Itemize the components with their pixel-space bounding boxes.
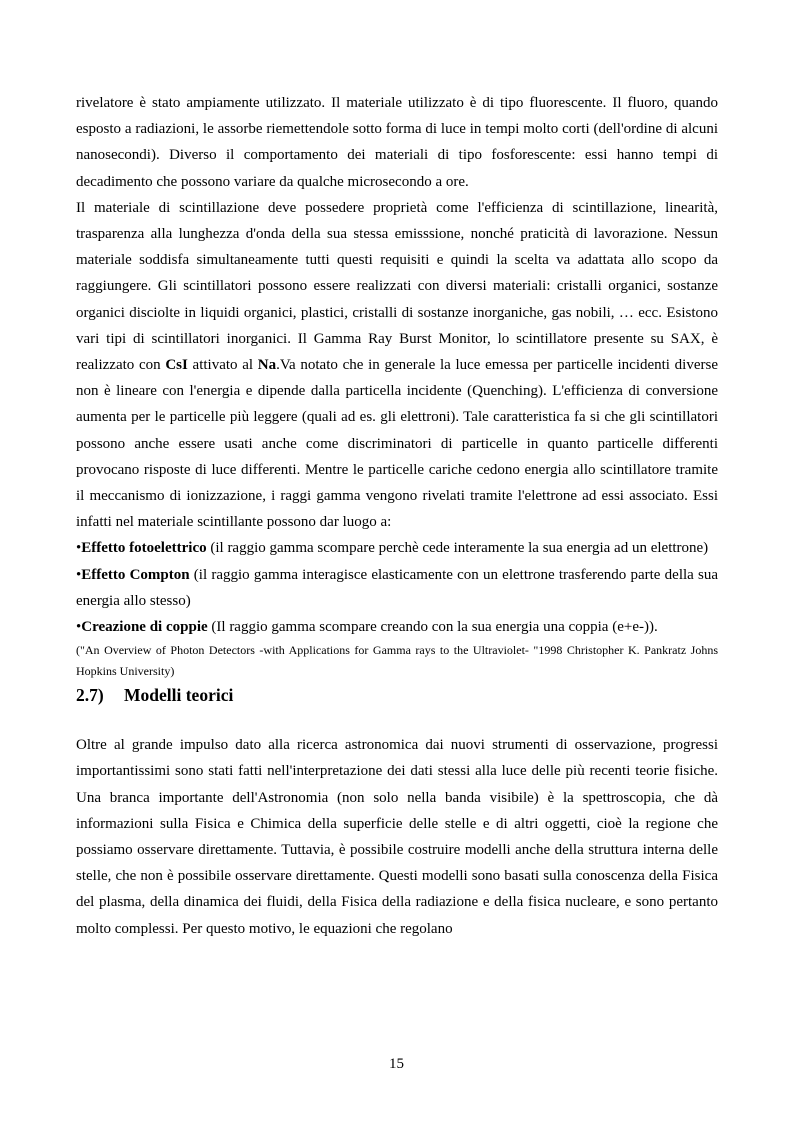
reference-citation: ("An Overview of Photon Detectors -with Applications for Gamma rays to the Ultraviolet- "1998 Christopher K. Pankratz Johns Hopkins University) bbox=[76, 643, 718, 679]
bullet-item-photoelectric bbox=[76, 535, 718, 561]
bullet-term: Effetto Compton bbox=[81, 566, 190, 583]
bullet-term: Creazione di coppie bbox=[81, 619, 208, 636]
paragraph-text: .Va notato che in generale la luce emessa per particelle incidenti diverse non è lineare con l'energia e dipende dalla particella incidente (Quenching). L'efficienza di conversione aumenta per le particelle più leggere (quali ad es. gli elettroni). Tale caratteristica fa si che gli scintillatori possono anche essere usati anche come discriminatori di particelle in quanto particelle differenti provocano risposte di luce differenti. Mentre le particelle cariche cedono energia allo scintillatore tramite il meccanismo di ionizzazione, i raggi gamma vengono rivelati tramite l'elettrone ad essi associato. Essi infatti nel materiale scintillante possono dar luogo a: bbox=[76, 357, 718, 531]
bullet-marker: • bbox=[76, 540, 82, 557]
paragraph-scintillation-material bbox=[76, 195, 718, 536]
bullet-item-pair-creation bbox=[76, 614, 718, 640]
page-content bbox=[76, 90, 718, 942]
section-title: Modelli teorici bbox=[124, 685, 234, 706]
bullet-item-compton bbox=[76, 562, 718, 614]
paragraph-text: attivato al bbox=[187, 357, 258, 374]
paragraph-fluorescence: rivelatore è stato ampiamente utilizzato. Il materiale utilizzato è di tipo fluorescente. Il fluoro, quando esposto a radiazioni, le assorbe riemettendole sotto forma di luce in tempi molto corti (dell'ordine di alcuni nanosecondi). Diverso il comportamento dei materiali di tipo fosforescente: essi hanno tempi di decadimento che possono variare da qualche microsecondo a ore. bbox=[76, 95, 718, 190]
bullet-marker: • bbox=[76, 566, 82, 583]
paragraph-theoretical-models: Oltre al grande impulso dato alla ricerca astronomica dai nuovi strumenti di osservazione, progressi importantissimi sono stati fatti nell'interpretazione dei dati stessi alla luce delle più recenti teorie fisiche. Una branca importante dell'Astronomia (non solo nella banda visibile) è la spettroscopia, che dà informazioni sulla Fisica e Chimica della superficie delle stelle e di altri oggetti, cioè la regione che possiamo osservare direttamente. Tuttavia, è possibile costruire modelli anche della struttura interna delle stelle, che non è possibile osservare direttamente. Questi modelli sono basati sulla conoscenza della Fisica del plasma, della dinamica dei fluidi, della Fisica della radiazione e della fisica nucleare, e sono pertanto molto complessi. Per questo motivo, le equazioni che regolano bbox=[76, 737, 718, 937]
bullet-marker: • bbox=[76, 619, 82, 636]
bullet-text: (il raggio gamma scompare perchè cede interamente la sua energia ad un elettrone) bbox=[206, 540, 709, 557]
page-number: 15 bbox=[389, 1056, 404, 1072]
paragraph-text: Il materiale di scintillazione deve possedere proprietà come l'efficienza di scintillazione, linearità, trasparenza alla lunghezza d'onda della sua stessa emisssione, nonché praticità di lavorazione. Nessun materiale soddisfa simultaneamente tutti questi requisiti e quindi la scelta va adattata allo scopo da raggiungere. Gli scintillatori possono essere realizzati con diversi materiali: cristalli organici, sostanze organici disciolte in liquidi organici, plastici, cristalli di sostanze inorganiche, gas nobili, … ecc. Esistono vari tipi di scintillatori inorganici. Il Gamma Ray Burst Monitor, lo scintillatore presente su SAX, è realizzato con bbox=[76, 199, 718, 374]
bold-term-csi: CsI bbox=[165, 357, 188, 374]
section-heading bbox=[76, 682, 718, 708]
bullet-text: (Il raggio gamma scompare creando con la sua energia una coppia (e+e-)). bbox=[207, 619, 658, 636]
section-number: 2.7) bbox=[76, 685, 104, 706]
bullet-text: (il raggio gamma interagisce elasticamente con un elettrone trasferendo parte della sua energia allo stesso) bbox=[76, 566, 718, 609]
bullet-term: Effetto fotoelettrico bbox=[81, 540, 207, 557]
bold-term-na: Na bbox=[257, 357, 277, 374]
